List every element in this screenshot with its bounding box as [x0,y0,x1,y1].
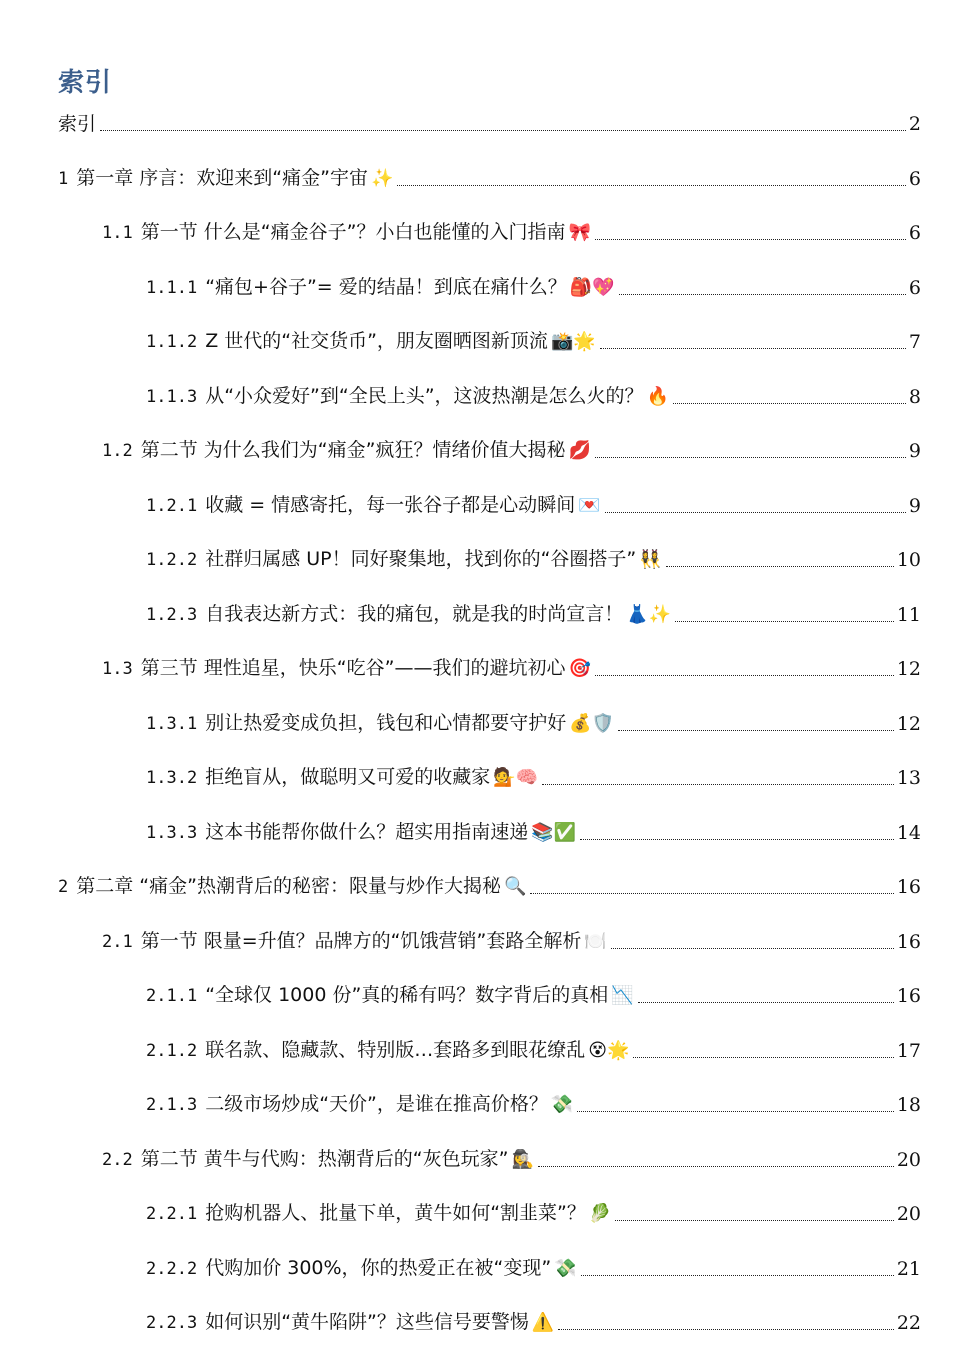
toc-entry-page-number: 21 [896,1257,921,1280]
dot-leader [538,1165,894,1167]
toc-entry[interactable] [58,163,921,191]
toc-entry-text: 第一节 限量=升值？品牌方的“饥饿营销”套路全解析 [140,929,582,952]
dot-leader [673,402,906,404]
toc-entry-page-number: 7 [908,331,921,353]
dot-leader [633,1056,893,1058]
toc-entry-title [146,275,615,300]
toc-entry-text: 二级市场炒成“天价”，是谁在推高价格？ [205,1093,548,1115]
toc-entry-text: Z 世代的“社交货币”，朋友圈晒图新顶流 [205,330,548,352]
toc-entry-number: 1.3.3 [146,822,198,843]
toc-entry-text: 第三节 理性追星，快乐“吃谷”——我们的避坑初心 [140,657,566,679]
toc-entry-title [146,493,601,518]
toc-entry-title [146,983,634,1008]
toc-entry[interactable] [102,1144,921,1172]
toc-entry-emoji-icon: 👗✨ [626,603,672,625]
toc-entry-number: 1.2.1 [146,495,198,516]
toc-entry-number: 1.1.1 [146,277,198,298]
toc-entry-text: 第二章 “痛金”热潮背后的秘密：限量与炒作大揭秘 [76,875,501,897]
toc-entry-text: “痛包+谷子”= 爱的结晶！到底在痛什么？ [205,275,567,298]
toc-entry-page-number: 8 [908,385,921,408]
toc-entry-emoji-icon: 🍽️ [584,930,607,952]
toc-entry-number: 1.3.2 [146,768,198,788]
dot-leader [619,293,906,295]
toc-entry-text: 自我表达新方式：我的痛包，就是我的时尚宣言！ [205,602,624,625]
toc-entry-number: 1 [58,168,69,189]
dot-leader [595,238,906,240]
toc-entry-page-number: 13 [896,767,921,789]
toc-entry-page-number: 2 [908,113,921,135]
toc-entry-emoji-icon: 🕵️‍♀️ [511,1148,534,1170]
toc-entry[interactable] [58,108,921,136]
dot-leader [577,1110,894,1112]
toc-entry-emoji-icon: 💁🧠 [493,767,539,788]
toc-entry-emoji-icon: 📸🌟 [550,331,596,352]
toc-entry-emoji-icon: 💸 [554,1257,577,1279]
toc-entry-number: 1.3.1 [146,713,198,734]
toc-entry-text: 这本书能帮你做什么？超实用指南速递 [205,820,529,843]
toc-entry[interactable] [146,1198,921,1226]
toc-entry-title [58,112,96,136]
dot-leader [615,1219,894,1221]
toc-entry-number: 1.2 [102,441,133,461]
toc-entry-text: 从“小众爱好”到“全民上头”，这波热潮是怎么火的？ [205,384,644,407]
toc-entry-title [102,220,591,245]
toc-entry-number: 1.1.3 [146,386,198,407]
toc-entry-emoji-icon: 👯‍♀️ [639,549,662,570]
toc-entry-text: 拒绝盲从，做聪明又可爱的收藏家 [205,766,491,788]
toc-entry-emoji-icon: 💰🛡️ [569,712,615,734]
toc-entry-page-number: 6 [908,276,921,299]
toc-entry-page-number: 16 [896,930,921,953]
toc-entry-page-number: 20 [896,1148,921,1171]
toc-entry[interactable] [146,1253,921,1281]
toc-entry-text: 第二节 为什么我们为“痛金”疯狂？情绪价值大揭秘 [140,439,566,461]
toc-entry-emoji-icon: 💌 [578,494,601,516]
toc-entry-number: 2.1 [102,931,133,952]
toc-entry-page-number: 6 [908,167,921,190]
toc-entry-title [102,656,591,681]
toc-entry[interactable] [102,653,921,681]
toc-entry-page-number: 17 [896,1039,921,1062]
dot-leader [605,511,906,513]
toc-entry-emoji-icon: 🔥 [646,385,669,407]
toc-entry-emoji-icon: 🎒💖 [569,276,615,298]
dot-leader [618,729,894,731]
dot-leader [595,674,894,676]
dot-leader [397,184,906,186]
toc-entry-number: 2.2 [102,1149,133,1170]
toc-entry-number: 2.1.2 [146,1040,198,1061]
toc-entry-page-number: 12 [896,658,921,680]
toc-entry[interactable] [146,490,921,518]
toc-entry-emoji-icon: 🔍 [503,876,527,897]
toc-entry-number: 2.1.3 [146,1095,198,1115]
toc-entry-page-number: 11 [896,603,921,626]
toc-entry-title [146,329,596,354]
toc-entry-title [146,1038,629,1063]
dot-leader [100,129,906,131]
toc-entry-title [102,929,607,954]
toc-entry[interactable] [102,217,921,245]
toc-entry[interactable] [102,435,921,463]
toc-entry-title [146,1201,611,1226]
toc-entry-text: 如何识别“黄牛陷阱”？这些信号要警惕 [205,1311,529,1333]
toc-entry-page-number: 20 [896,1203,921,1225]
toc-entry-number: 2 [58,877,69,897]
toc-entry[interactable] [146,762,921,790]
toc-entry-text: 第一节 什么是“痛金谷子”？小白也能懂的入门指南 [140,221,566,243]
toc-entry[interactable] [146,544,921,572]
toc-entry-number: 1.2.3 [146,604,198,625]
toc-entry-emoji-icon: 😵🌟 [588,1039,630,1061]
dot-leader [600,347,906,349]
toc-entry-title [146,820,576,845]
toc-entry-text: 社群归属感 UP！同好聚集地，找到你的“谷圈搭子” [205,548,637,570]
toc-entry-text: 代购加价 300%，你的热爱正在被“变现” [205,1256,552,1279]
toc-entry-number: 2.2.2 [146,1258,198,1279]
toc-entry-title [102,1147,534,1172]
toc-entry-number: 1.1 [102,223,133,243]
toc-entry-emoji-icon: 💸 [550,1094,574,1115]
toc-entry-emoji-icon: 💋 [568,440,591,461]
toc-entry-emoji-icon: 📉 [611,985,634,1006]
toc-entry-title [146,1256,577,1281]
toc-entry-page-number: 22 [896,1312,921,1334]
toc-entry-page-number: 9 [908,494,921,517]
dot-leader [595,456,906,458]
toc-entry-title [146,765,538,790]
toc-entry-title [58,874,526,899]
dot-leader [558,1328,894,1330]
dot-leader [611,947,894,949]
toc-entry-page-number: 9 [908,440,921,462]
toc-entry-text: 联名款、隐藏款、特别版…套路多到眼花缭乱 [205,1038,586,1061]
toc-entry[interactable] [146,326,921,354]
dot-leader [580,838,894,840]
dot-leader [638,1001,894,1003]
toc-entry-number: 1.3 [102,659,133,679]
toc-entry-number: 2.2.1 [146,1204,198,1224]
toc-entry[interactable] [146,381,921,409]
dot-leader [675,620,894,622]
toc-entry[interactable] [146,708,921,736]
toc-entry-title [146,547,662,572]
toc-entry-text: 第一章 序言：欢迎来到“痛金”宇宙 [76,166,368,189]
toc-entry-emoji-icon: ⚠️ [531,1312,555,1333]
toc-entry-number: 2.1.1 [146,986,198,1006]
toc-entry-text: 收藏 = 情感寄托，每一张谷子都是心动瞬间 [205,493,576,516]
toc-entry-page-number: 16 [896,876,921,898]
toc-entry-number: 1.2.2 [146,550,198,570]
toc-heading: 索引 [58,68,113,98]
toc-entry-title [146,602,671,627]
toc-entry-title [146,1092,573,1117]
toc-entry-emoji-icon: 🥬 [588,1203,612,1224]
toc-entry[interactable] [58,871,921,899]
dot-leader [542,783,894,785]
toc-entry-emoji-icon: 🎯 [568,658,591,679]
toc-entry[interactable] [146,817,921,845]
dot-leader [530,892,893,894]
dot-leader [666,565,894,567]
toc-entry[interactable] [146,1035,921,1063]
toc-entry[interactable] [146,980,921,1008]
toc-entry-page-number: 6 [908,222,921,244]
toc-entry-text: “全球仅 1000 份”真的稀有吗？数字背后的真相 [205,984,609,1006]
toc-entry-page-number: 12 [896,712,921,735]
toc-entry-text: 抢购机器人、批量下单，黄牛如何“割韭菜”？ [205,1202,586,1224]
toc-entry[interactable] [146,1307,921,1335]
toc-entry-emoji-icon: 📚✅ [531,821,577,843]
toc-entry-text: 索引 [58,113,97,135]
toc-entry-text: 第二节 黄牛与代购：热潮背后的“灰色玩家” [140,1147,509,1170]
toc-entry[interactable] [146,272,921,300]
toc-entry-page-number: 14 [896,821,921,844]
dot-leader [581,1274,894,1276]
toc-entry[interactable] [146,1089,921,1117]
toc-entry-page-number: 10 [896,549,921,571]
toc-entry-title [146,384,669,409]
toc-entry-title [146,1310,554,1335]
toc-entry-title [102,438,591,463]
toc-entry-page-number: 18 [896,1094,921,1116]
toc-entry-title [146,711,614,736]
toc-entry-number: 2.2.3 [146,1313,198,1333]
toc-entry-emoji-icon: ✨ [370,167,394,189]
toc-entry[interactable] [102,926,921,954]
toc-entry[interactable] [146,599,921,627]
toc-entry-page-number: 16 [896,985,921,1007]
toc-entry-number: 1.1.2 [146,332,198,352]
toc-entry-title [58,166,393,191]
toc-entry-text: 别让热爱变成负担，钱包和心情都要守护好 [205,711,567,734]
toc-entry-emoji-icon: 🎀 [568,222,591,243]
